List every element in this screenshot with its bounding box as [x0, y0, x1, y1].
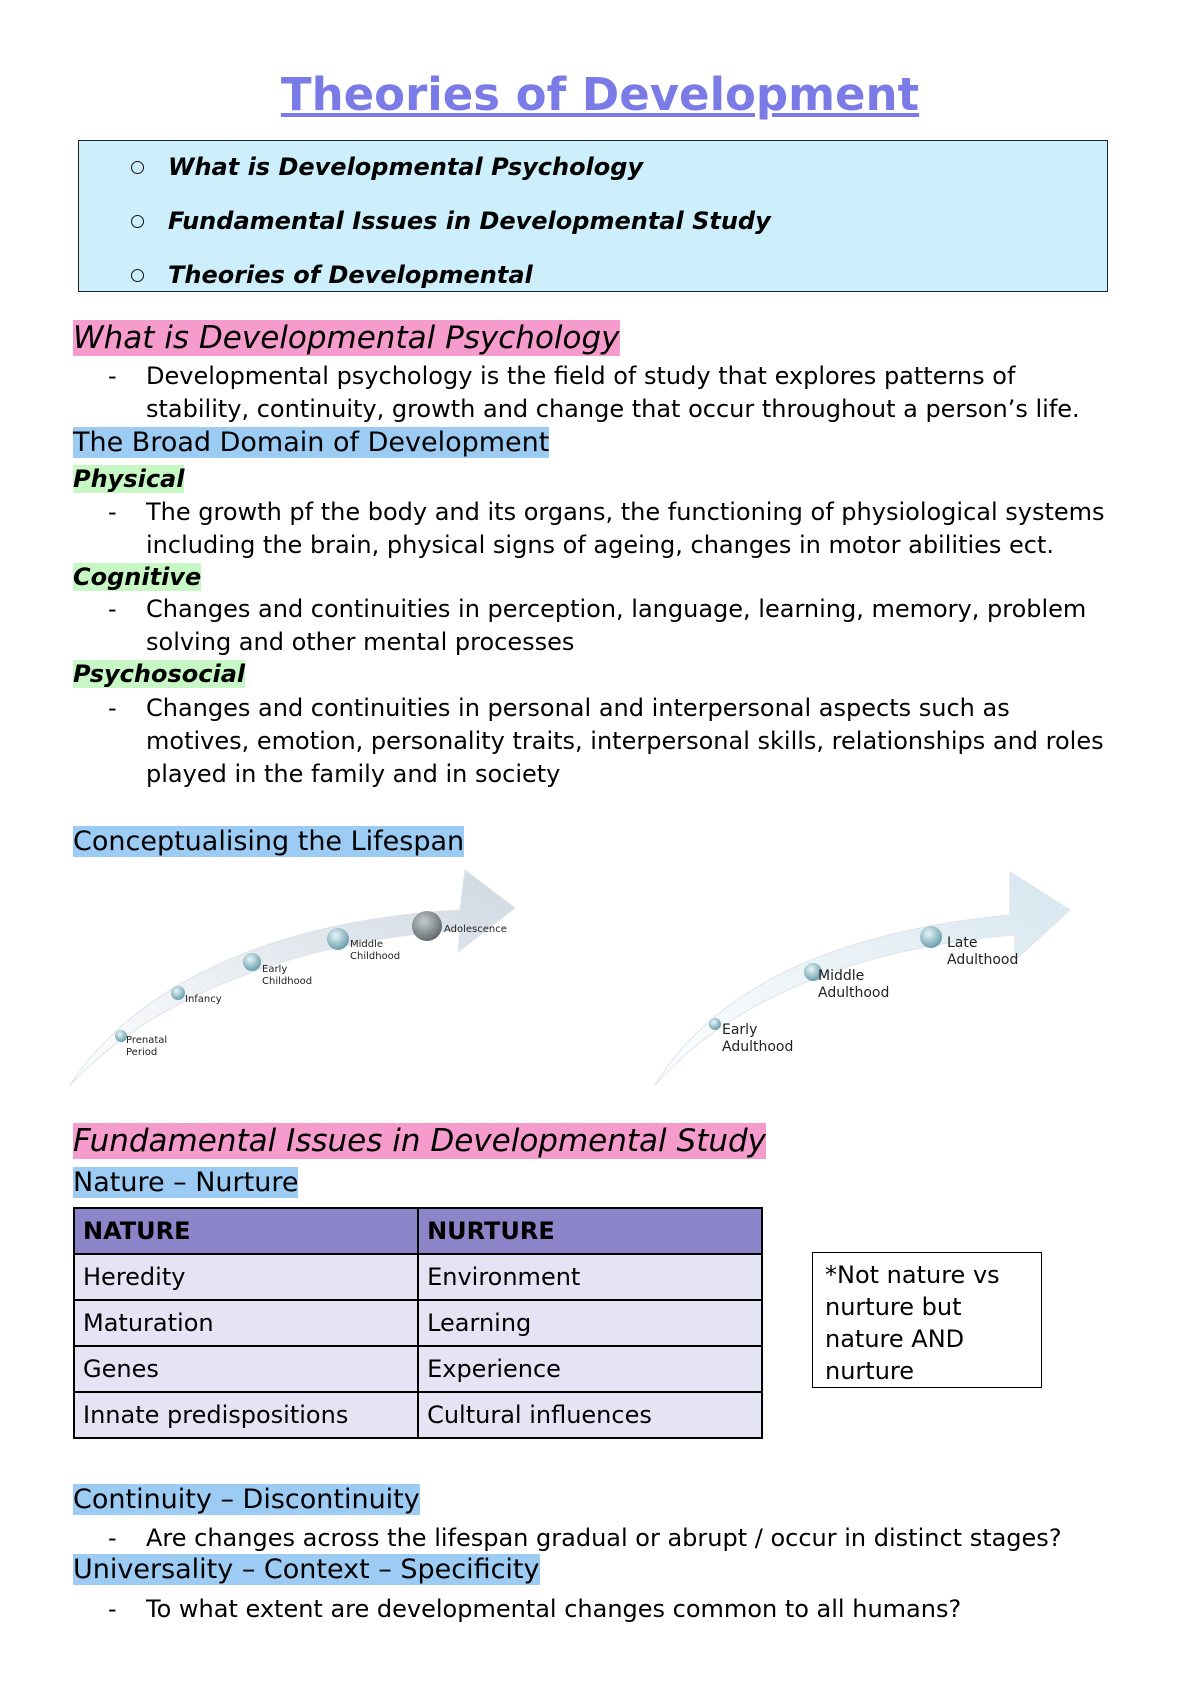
- table-cell: Cultural influences: [418, 1392, 762, 1438]
- column-header: NURTURE: [418, 1208, 762, 1254]
- dash-bullet: -: [108, 694, 117, 722]
- toc-item: [131, 153, 643, 181]
- stage-dot: [412, 911, 442, 941]
- dash-bullet: -: [108, 595, 117, 623]
- bullet-text: Developmental psychology is the field of study that explores patterns of: [146, 362, 1016, 390]
- dash-bullet: -: [108, 362, 117, 390]
- section-heading: What is Developmental Psychology: [73, 320, 620, 356]
- stage-dot: [171, 986, 185, 1000]
- childhood-arrow: [70, 870, 515, 1085]
- bullet-text: Changes and continuities in perception, language, learning, memory, problem: [146, 595, 1087, 623]
- stage-label: Early: [722, 1022, 758, 1038]
- table-cell: Experience: [418, 1346, 762, 1392]
- bullet-text: Changes and continuities in personal and interpersonal aspects such as: [146, 694, 1010, 722]
- table-cell: Maturation: [74, 1300, 418, 1346]
- table-row: [74, 1392, 762, 1438]
- stage-label: Adulthood: [818, 985, 890, 1001]
- domain-label: Physical: [73, 465, 185, 493]
- bullet-text: solving and other mental processes: [146, 628, 575, 656]
- stage-label: Childhood: [262, 976, 313, 987]
- bullet-text: played in the family and in society: [146, 760, 561, 788]
- circle-bullet-icon: [131, 161, 144, 174]
- bullet-text: Are changes across the lifespan gradual or abrupt / occur in distinct stages?: [146, 1524, 1062, 1552]
- nature-nurture-table: [73, 1207, 763, 1439]
- stage-label: Prenatal: [126, 1035, 168, 1046]
- stage-label: Adulthood: [722, 1039, 794, 1055]
- table-header-row: [74, 1208, 762, 1254]
- stage-label: Early: [262, 964, 288, 975]
- dash-bullet: -: [108, 1595, 117, 1623]
- toc-item: [131, 261, 533, 289]
- dash-bullet: -: [108, 498, 117, 526]
- bullet-text: stability, continuity, growth and change that occur throughout a person’s life.: [146, 395, 1080, 423]
- bullet-text: The growth pf the body and its organs, the functioning of physiological systems: [146, 498, 1105, 526]
- toc-item: [131, 207, 771, 235]
- stage-label: Period: [126, 1047, 158, 1058]
- page-title: Theories of Development: [280, 68, 920, 121]
- table-row: [74, 1254, 762, 1300]
- table-cell: Learning: [418, 1300, 762, 1346]
- stage-dot: [243, 953, 261, 971]
- subsection-heading: Conceptualising the Lifespan: [73, 826, 465, 857]
- note-text: nurture: [825, 1357, 915, 1385]
- bullet-text: motives, emotion, personality traits, interpersonal skills, relationships and roles: [146, 727, 1104, 755]
- table-cell: Heredity: [74, 1254, 418, 1300]
- dash-bullet: -: [108, 1524, 117, 1552]
- lifespan-diagram: [60, 860, 1160, 1100]
- subsection-heading: The Broad Domain of Development: [73, 427, 550, 458]
- table-cell: Genes: [74, 1346, 418, 1392]
- toc-item-label: What is Developmental Psychology: [168, 153, 644, 181]
- subsection-heading: Continuity – Discontinuity: [73, 1484, 420, 1515]
- section-heading: Fundamental Issues in Developmental Study: [73, 1123, 767, 1159]
- stage-label: Middle: [818, 968, 865, 984]
- adulthood-arrow: [655, 872, 1070, 1085]
- domain-label: Cognitive: [73, 563, 202, 591]
- table-cell: Innate predispositions: [74, 1392, 418, 1438]
- stage-label: Adulthood: [947, 952, 1019, 968]
- domain-label: Psychosocial: [73, 660, 246, 688]
- toc-item-label: Fundamental Issues in Developmental Study: [168, 207, 771, 235]
- note-text: nurture but: [825, 1293, 962, 1321]
- bullet-text: including the brain, physical signs of ageing, changes in motor abilities ect.: [146, 531, 1055, 559]
- stage-label: Adolescence: [444, 924, 507, 935]
- note-box: [812, 1252, 1042, 1388]
- stage-label: Childhood: [350, 951, 401, 962]
- stage-label: Middle: [350, 939, 384, 950]
- stage-dot: [709, 1018, 721, 1030]
- toc-item-label: Theories of Developmental: [168, 261, 533, 289]
- stage-dot: [920, 926, 942, 948]
- table-row: [74, 1346, 762, 1392]
- stage-dot: [327, 928, 349, 950]
- circle-bullet-icon: [131, 215, 144, 228]
- table-cell: Environment: [418, 1254, 762, 1300]
- note-text: nature AND: [825, 1325, 965, 1353]
- stage-label: Infancy: [185, 994, 222, 1005]
- column-header: NATURE: [74, 1208, 418, 1254]
- bullet-text: To what extent are developmental changes common to all humans?: [146, 1595, 962, 1623]
- stage-label: Late: [947, 935, 978, 951]
- subsection-heading: Nature – Nurture: [73, 1167, 299, 1198]
- table-row: [74, 1300, 762, 1346]
- table-of-contents: [78, 140, 1108, 292]
- note-text: *Not nature vs: [825, 1261, 1000, 1289]
- circle-bullet-icon: [131, 269, 144, 282]
- subsection-heading: Universality – Context – Specificity: [73, 1554, 540, 1585]
